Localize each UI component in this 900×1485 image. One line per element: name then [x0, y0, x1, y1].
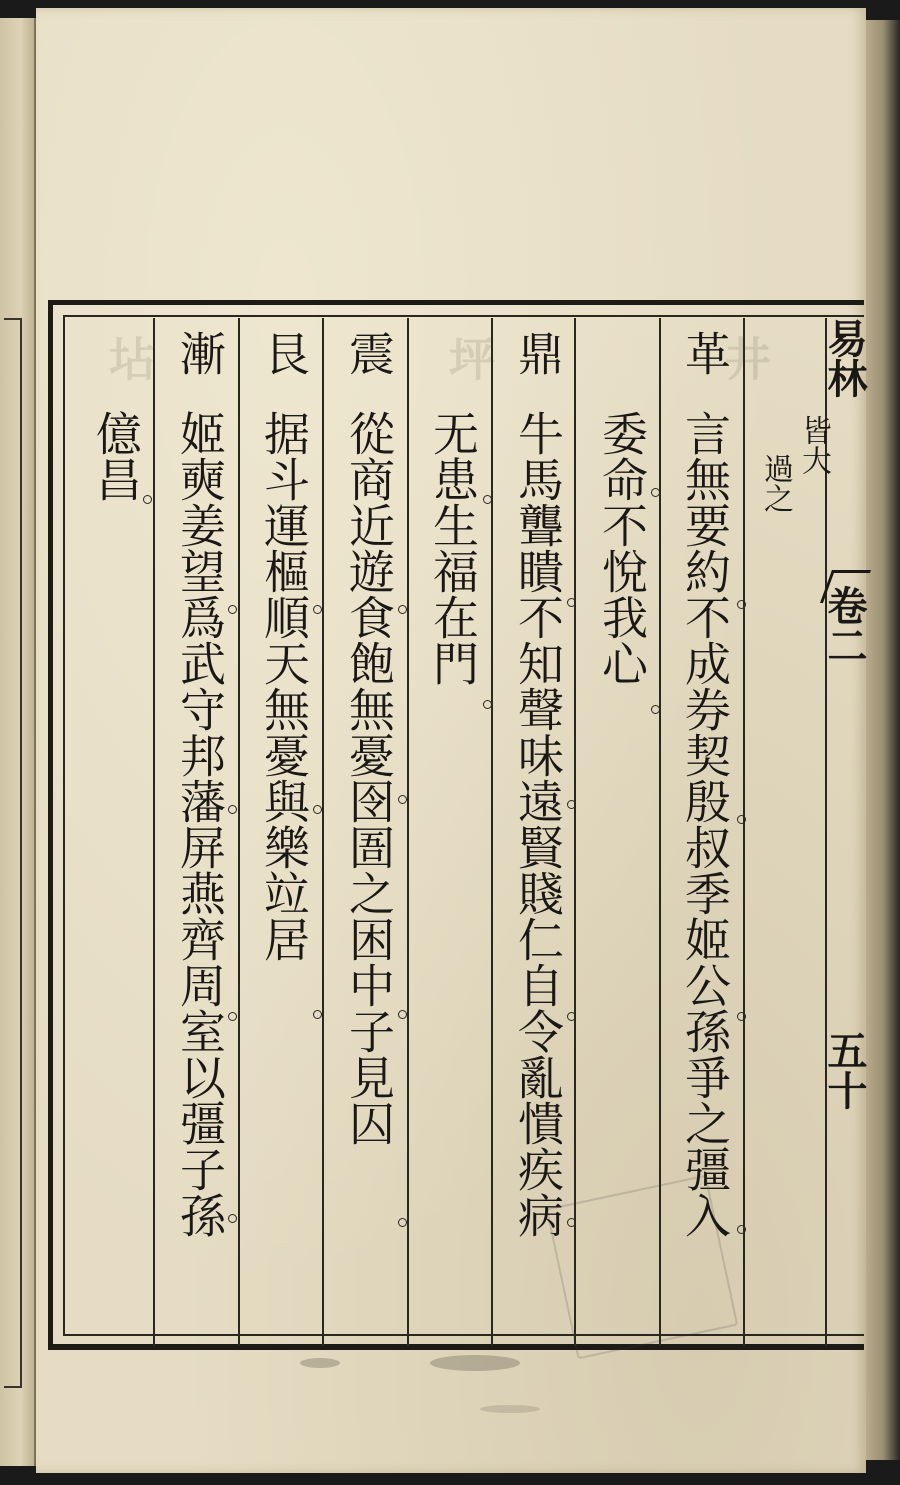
hexagram-heading-ding: 鼎 — [511, 330, 565, 376]
verse-ge-continuation: 委命不悅我心 — [595, 410, 649, 686]
punctuation-circle — [313, 605, 322, 614]
column-rule — [407, 318, 409, 1346]
punctuation-circle — [567, 1012, 576, 1021]
verse-ding: 牛馬聾瞶不知聲味遠賢賤仁自令亂憒疾病 — [511, 410, 565, 1238]
column-rule — [574, 318, 576, 1346]
hexagram-heading-zhen: 震 — [342, 330, 396, 376]
ink-smudge — [480, 1405, 540, 1413]
commentary-note-line1: 皆大 — [796, 415, 831, 475]
column-rule — [322, 318, 324, 1346]
column-rule — [238, 318, 240, 1346]
column-rule — [743, 318, 745, 1346]
punctuation-circle — [567, 598, 576, 607]
punctuation-circle — [483, 700, 492, 709]
punctuation-circle — [228, 805, 237, 814]
bleed-through: 井 — [718, 335, 772, 381]
verse-jian: 姬奭姜望爲武守邦藩屏燕齊周室以彊子孫 — [173, 410, 227, 1238]
verse-jian-continuation: 億昌 — [89, 410, 143, 502]
punctuation-circle — [228, 1012, 237, 1021]
verse-zhen: 從商近遊食飽無憂囹圄之困中子見囚 — [342, 410, 396, 1146]
adjacent-page-border — [4, 318, 22, 1388]
punctuation-circle — [651, 705, 660, 714]
book-title: 易林 — [821, 318, 868, 398]
punctuation-circle — [228, 605, 237, 614]
punctuation-circle — [651, 488, 660, 497]
punctuation-circle — [398, 1010, 407, 1019]
verse-ge: 言無要約不成券契殷叔季姬公孫爭之彊入 — [678, 410, 732, 1238]
ink-smudge — [300, 1358, 340, 1368]
adjacent-page-edge — [0, 18, 36, 1466]
verse-gen: 据斗運樞順天無憂與樂竝居 — [257, 410, 311, 962]
hexagram-heading-jian: 漸 — [173, 330, 227, 376]
punctuation-circle — [313, 1010, 322, 1019]
verse-ding-continuation: 无患生福在門 — [426, 410, 480, 686]
bleed-through: 坫 — [102, 335, 156, 381]
page-edge-shadow — [866, 20, 900, 1460]
punctuation-circle — [567, 800, 576, 809]
punctuation-circle — [398, 605, 407, 614]
punctuation-circle — [143, 495, 152, 504]
column-rule — [491, 318, 493, 1346]
punctuation-circle — [228, 1214, 237, 1223]
punctuation-circle — [398, 795, 407, 804]
punctuation-circle — [737, 1012, 746, 1021]
punctuation-circle — [398, 1218, 407, 1227]
ink-smudge — [430, 1355, 520, 1371]
volume-label: 卷二 — [821, 585, 868, 665]
punctuation-circle — [737, 815, 746, 824]
hexagram-heading-ge: 革 — [678, 330, 732, 376]
folio-number: 五十 — [821, 1030, 868, 1110]
commentary-note-line2: 過之 — [758, 453, 793, 513]
bleed-through: 坪 — [442, 335, 496, 381]
punctuation-circle — [313, 805, 322, 814]
punctuation-circle — [737, 1225, 746, 1234]
hexagram-heading-gen: 艮 — [257, 330, 311, 376]
punctuation-circle — [737, 600, 746, 609]
punctuation-circle — [483, 495, 492, 504]
column-rule — [153, 318, 155, 1346]
